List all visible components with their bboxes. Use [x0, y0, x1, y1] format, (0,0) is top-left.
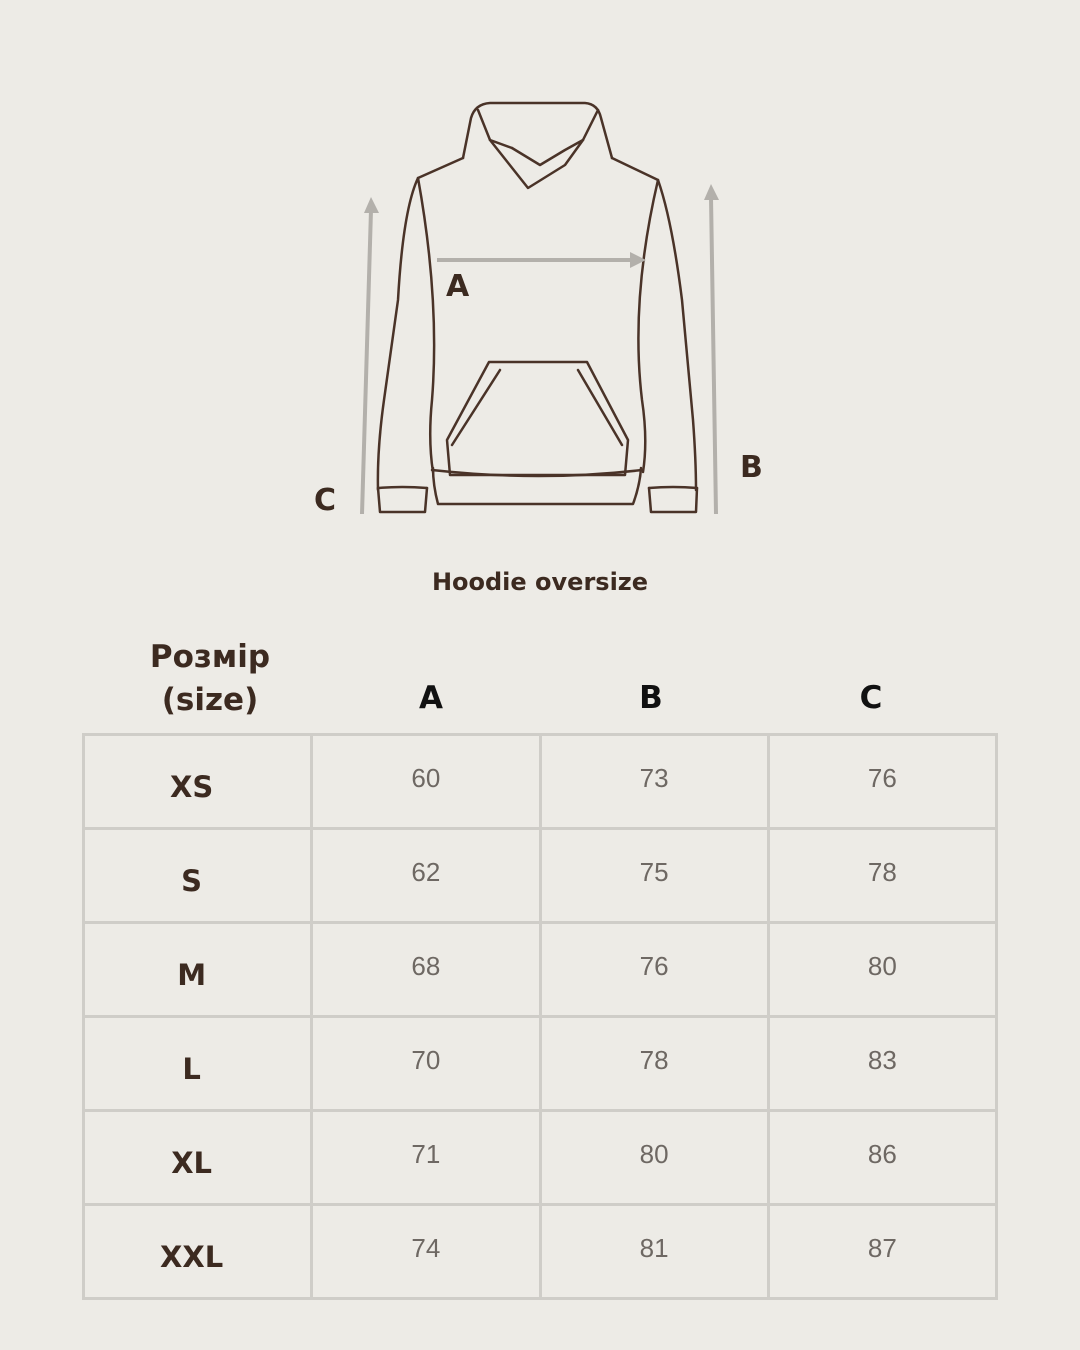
table-row	[84, 735, 997, 829]
measurement-c-cell: 80	[768, 923, 996, 1017]
table-row	[84, 1111, 997, 1205]
column-header-c: C	[859, 680, 883, 716]
size-header-ukrainian: Розмір	[149, 639, 271, 675]
measurement-b-cell: 76	[540, 923, 768, 1017]
size-cell: S	[84, 829, 312, 923]
size-cell: XL	[84, 1111, 312, 1205]
measurement-a-cell: 60	[312, 735, 540, 829]
measurement-b-cell: 80	[540, 1111, 768, 1205]
measurement-b-cell: 73	[540, 735, 768, 829]
table-row	[84, 1017, 997, 1111]
size-table	[82, 733, 998, 1300]
measurement-b-cell: 75	[540, 829, 768, 923]
measurement-c-cell: 87	[768, 1205, 996, 1299]
measurement-a-cell: 62	[312, 829, 540, 923]
table-row	[84, 829, 997, 923]
dimension-label-c: C	[314, 483, 337, 518]
measurement-c-cell: 76	[768, 735, 996, 829]
column-header-a: A	[419, 680, 443, 716]
table-row	[84, 923, 997, 1017]
measurement-a-cell: 74	[312, 1205, 540, 1299]
measurement-a-cell: 71	[312, 1111, 540, 1205]
size-cell: M	[84, 923, 312, 1017]
measurement-c-cell: 83	[768, 1017, 996, 1111]
measurement-a-cell: 68	[312, 923, 540, 1017]
size-cell: XS	[84, 735, 312, 829]
column-header-b: B	[639, 680, 663, 716]
measurement-c-cell: 86	[768, 1111, 996, 1205]
size-column-header	[100, 636, 320, 722]
size-cell: L	[84, 1017, 312, 1111]
dimension-label-a: A	[446, 269, 470, 304]
size-header-english: (size)	[161, 682, 259, 718]
measurement-b-cell: 81	[540, 1205, 768, 1299]
table-row	[84, 1205, 997, 1299]
measurement-c-cell: 78	[768, 829, 996, 923]
hoodie-illustration	[0, 0, 1080, 560]
size-cell: XXL	[84, 1205, 312, 1299]
product-title: Hoodie oversize	[431, 568, 649, 596]
dimension-label-b: B	[740, 450, 763, 485]
measurement-a-cell: 70	[312, 1017, 540, 1111]
measurement-b-cell: 78	[540, 1017, 768, 1111]
